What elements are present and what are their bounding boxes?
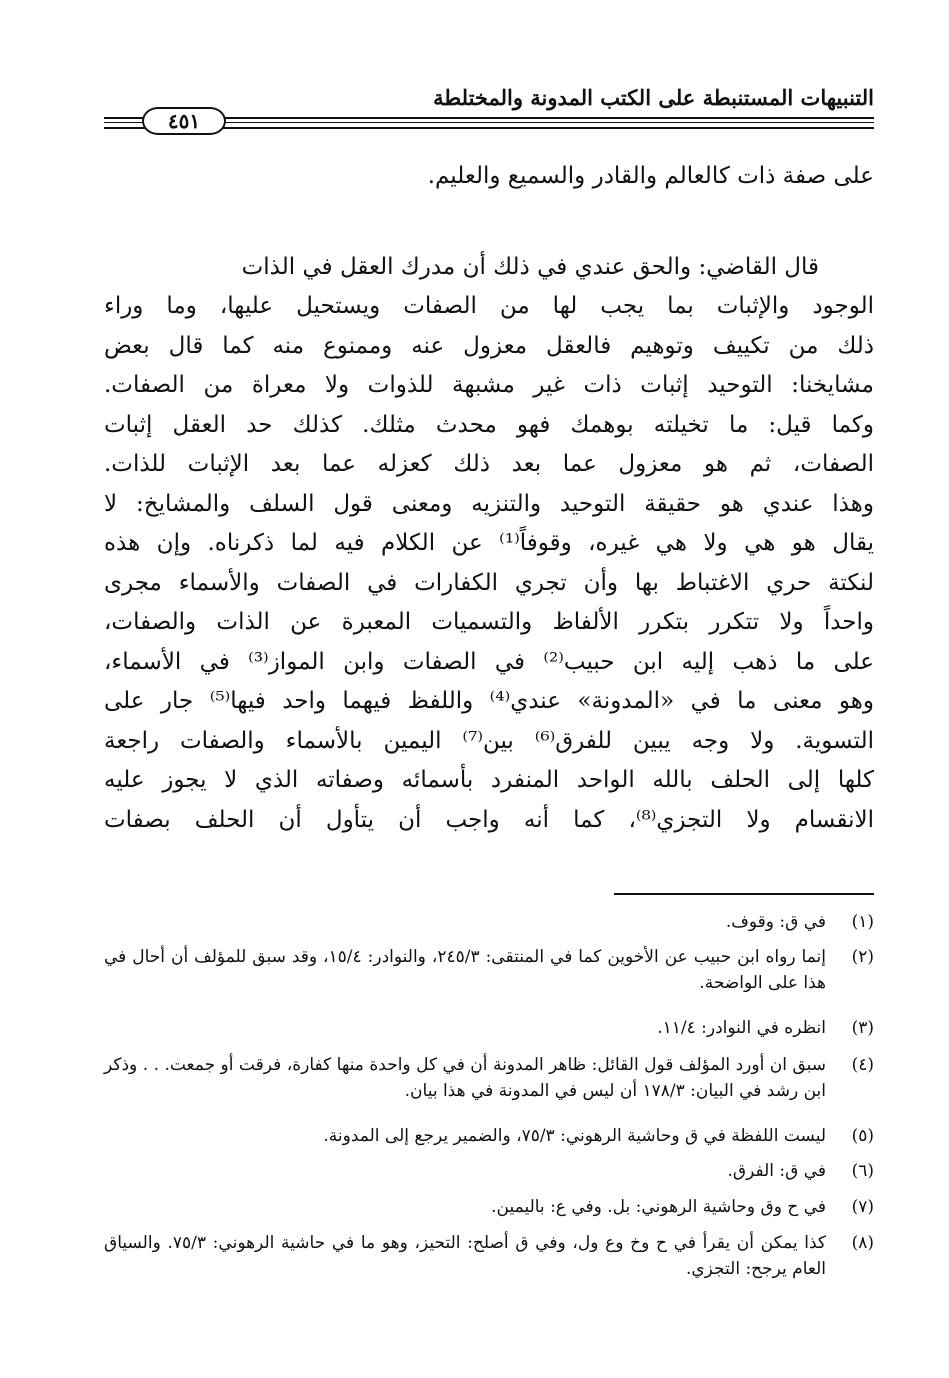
footnote-separator (614, 893, 874, 895)
body-line: وهو معنى ما في «المدونة» عندي⁽⁴⁾ واللفظ فيهما واحد فيها⁽⁵⁾ جار على (104, 688, 874, 714)
footnote-text: ليست اللفظة في ق وحاشية الرهوني: ٧٥/٣، والضمير يرجع إلى المدونة. (323, 1126, 826, 1146)
footnote-number: (٧) (851, 1197, 874, 1217)
footnote-number: (٥) (851, 1126, 874, 1146)
footnote-number: (٤) (851, 1055, 874, 1075)
body-line: الصفات، ثم هو معزول عما بعد ذلك كعزله عما بعد الإثبات للذات. (104, 451, 874, 477)
footnote-text: في ق: الفرق. (727, 1161, 826, 1181)
footnote-number: (١) (851, 912, 874, 932)
body-line: وكما قيل: ما تخيلته بوهمك فهو محدث مثلك. كذلك حد العقل إثبات (104, 412, 874, 438)
footnote-text: في ح وق وحاشية الرهوني: بل. وفي ع: باليمين. (491, 1197, 826, 1217)
footnote-number: (٢) (851, 947, 874, 967)
footnote-text: إنما رواه ابن حبيب عن الأخوين كما في المنتقى: ٢٤٥/٣، والنوادر: ١٥/٤، وقد سبق للمؤلف أن أحال في هذا على الواضحة. (104, 947, 826, 993)
footnote (104, 909, 874, 935)
running-header-title: التنبيهات المستنبطة على الكتب المدونة والمختلطة (433, 85, 874, 110)
footnote (104, 1123, 874, 1149)
footnote-number: (٨) (851, 1233, 874, 1253)
footnote (104, 1230, 874, 1282)
body-line: مشايخنا: التوحيد إثبات ذات غير مشبهة للذوات ولا معراة من الصفات. (104, 372, 874, 398)
footnote-text: كذا يمكن أن يقرأ في ح وخ وع ول، وفي ق أصلح: التحيز، وهو ما في حاشية الرهوني: ٧٥/٣. والسياق العام يرجح: التجزي. (104, 1233, 826, 1279)
body-line: على ما ذهب إليه ابن حبيب⁽²⁾ في الصفات وابن المواز⁽³⁾ في الأسماء، (104, 649, 874, 675)
footnote (104, 1158, 874, 1184)
body-line: كلها إلى الحلف بالله الواحد المنفرد بأسمائه وصفاته الذي لا يجوز عليه (104, 767, 874, 793)
body-line: ذلك من تكييف وتوهيم فالعقل معزول عنه وممنوع منه كما قال بعض (104, 333, 874, 359)
footnote-number: (٣) (851, 1018, 874, 1038)
footnote-text: في ق: وقوف. (725, 912, 826, 932)
body-line: التسوية. ولا وجه يبين للفرق⁽⁶⁾ بين⁽⁷⁾ اليمين بالأسماء والصفات راجعة (104, 728, 874, 754)
body-line: وهذا عندي هو حقيقة التوحيد والتنزيه ومعنى قول السلف والمشايخ: لا (104, 491, 874, 517)
footnote-text: انظره في النوادر: ١١/٤. (657, 1018, 826, 1038)
body-line: قال القاضي: والحق عندي في ذلك أن مدرك العقل في الذات (241, 254, 819, 280)
body-line: لنكتة حري الاغتباط بها وأن تجري الكفارات في الصفات والأسماء مجرى (104, 570, 874, 596)
footnote (104, 1015, 874, 1041)
footnote-number: (٦) (851, 1161, 874, 1181)
body-line: الانقسام ولا التجزي⁽⁸⁾، كما أنه واجب أن يتأول أن الحلف بصفات (104, 807, 874, 833)
footnote (104, 1194, 874, 1220)
footnote-text: سبق ان أورد المؤلف قول القائل: ظاهر المدونة أن في كل واحدة منها كفارة، فرقت أو جمعت. . . وذكر ابن رشد في البيان: ١٧٨/٣ أن ليس في المدونة في هذا بيان. (104, 1055, 826, 1101)
body-line: واحداً ولا تتكرر بتكرر الألفاظ والتسميات المعبرة عن الذات والصفات، (104, 609, 874, 635)
body-line: على صفة ذات كالعالم والقادر والسميع والعليم. (427, 163, 874, 189)
footnote (104, 944, 874, 996)
footnote (104, 1052, 874, 1104)
body-line: يقال هو هي ولا هي غيره، وقوفاً⁽¹⁾ عن الكلام فيه لما ذكرناه. وإن هذه (104, 530, 874, 556)
body-line: الوجود والإثبات بما يجب لها من الصفات ويستحيل عليها، وما وراء (104, 293, 874, 319)
page-number: ٤٥١ (142, 107, 226, 135)
